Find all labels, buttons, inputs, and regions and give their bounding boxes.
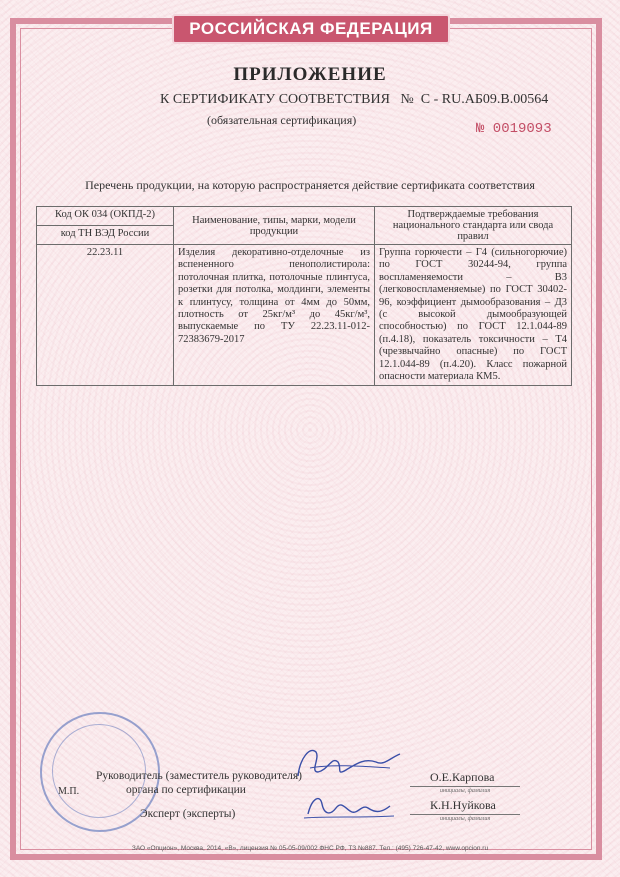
header-name-cell: Наименование, типы, марки, модели продукции: [174, 207, 375, 245]
product-code: 22.23.11: [37, 245, 174, 386]
printer-footer: ЗАО «Опцион», Москва, 2014, «В», лицензия № 05-05-09/002 ФНС РФ, ТЗ №887. Тел.: (495) 726-47-42, www.opcion.ru: [131, 845, 489, 852]
head-name-caption: инициалы, фамилия: [440, 788, 491, 794]
header-code-okpd: Код ОК 034 (ОКПД-2): [54, 209, 156, 220]
header-requirements-cell: Подтверждаемые требования национального стандарта или свода правил: [375, 207, 572, 245]
document-title: ПРИЛОЖЕНИЕ: [233, 64, 387, 85]
country-banner: РОССИЙСКАЯ ФЕДЕРАЦИЯ: [172, 14, 450, 44]
product-table: [36, 206, 572, 386]
expert-signature: [300, 790, 400, 826]
table-row: [37, 245, 572, 386]
expert-name-caption: инициалы, фамилия: [440, 816, 491, 822]
head-signatory-label-2: органа по сертификации: [126, 784, 246, 796]
header-code-cell: [37, 207, 174, 226]
product-requirements: Группа горючести – Г4 (сильногорючие) по ГОСТ 30244-94, группа воспламеняемости – В3 (легковоспламеняемые) по ГОСТ 30402-96, коэффициент дымообразования – Д3 (с высокой дымообразующей способностью) по ГОСТ 12.1.044-89 (п.4.18), показатель токсичности – Т4 (чрезвычайно опасные) по ГОСТ 12.1.044-89 (п.4.20). Класс пожарной опасности материала КМ5.: [375, 245, 572, 386]
expert-label: Эксперт (эксперты): [140, 808, 236, 820]
product-description: Изделия декоративно-отделочные из вспененного пенополистирола: потолочная плитка, потолочные плинтуса, розетки для потолка, молдинги, элементы к плинтусу, толщина от 4мм до 50мм, плотность от 25кг/м³ до 45кг/м³, выпускаемые по ТУ 22.23.11-012-72383679-2017: [174, 245, 375, 386]
head-signature: [280, 738, 410, 788]
head-signatory-label: Руководитель (заместитель руководителя): [96, 770, 302, 782]
table-header-row: [37, 207, 572, 226]
product-list-title: Перечень продукции, на которую распространяется действие сертификата соответствия: [85, 178, 535, 192]
header-code-tnved: код ТН ВЭД России: [37, 226, 174, 245]
head-name: О.Е.Карпова: [430, 770, 495, 784]
certification-type: (обязательная сертификация): [207, 113, 357, 127]
head-name-underline: [410, 786, 520, 787]
expert-name-underline: [410, 814, 520, 815]
form-number: № 0019093: [476, 121, 552, 137]
expert-name: К.Н.Нуйкова: [430, 798, 496, 812]
stamp-place-label: М.П.: [58, 786, 80, 797]
certificate-reference: К СЕРТИФИКАТУ СООТВЕТСТВИЯ № С - RU.АБ09.В.00564: [160, 92, 549, 107]
